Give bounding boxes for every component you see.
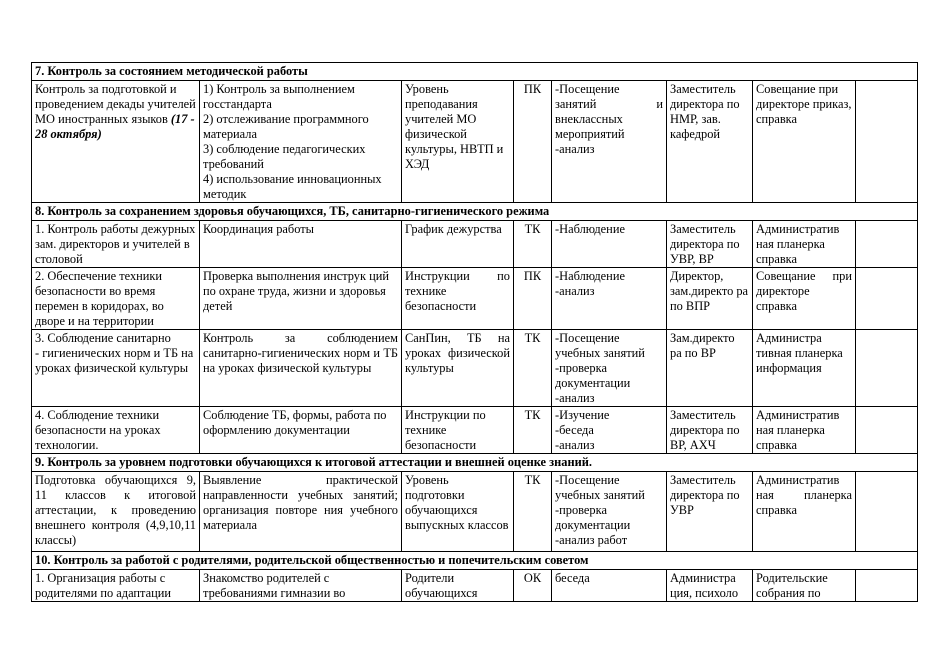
cell-target bbox=[402, 407, 514, 454]
cell-target bbox=[402, 221, 514, 268]
cell-type bbox=[514, 472, 552, 552]
cell-object-text: 3. Соблюдение санитарно - гигиенических норм и ТБ на уроках физической культуры bbox=[35, 331, 194, 375]
cell-type bbox=[514, 221, 552, 268]
cell-result-text: Административ ная планерка справка bbox=[756, 222, 840, 266]
cell-content-text: 1) Контроль за выполнением госстандарта 2) отслеживание программного материала 3) соблюдение педагогических требований 4) использование инновационных методик bbox=[203, 82, 382, 201]
cell-result bbox=[753, 570, 856, 602]
cell-type-text: ТК bbox=[524, 222, 541, 236]
cell-responsible bbox=[667, 268, 753, 330]
cell-responsible-text: Зам.директо ра по ВР bbox=[670, 331, 735, 360]
cell-note bbox=[856, 407, 918, 454]
cell-target bbox=[402, 570, 514, 602]
cell-object bbox=[32, 330, 200, 407]
section-header-row bbox=[32, 203, 918, 221]
cell-note bbox=[856, 221, 918, 268]
cell-object bbox=[32, 221, 200, 268]
cell-type-text: ТК bbox=[524, 473, 541, 487]
cell-object bbox=[32, 407, 200, 454]
control-plan-table bbox=[31, 62, 918, 602]
section-header-row bbox=[32, 63, 918, 81]
cell-responsible-text: Заместитель директора по ВР, АХЧ bbox=[670, 408, 740, 452]
cell-methods-text: -Посещение учебных занятий -проверка документации -анализ bbox=[555, 331, 645, 405]
cell-type-text: ОК bbox=[523, 571, 542, 585]
cell-object-text: 1. Контроль работы дежурных зам. директоров и учителей в столовой bbox=[35, 222, 196, 266]
cell-result-text: Совещание при директоре приказ, справка bbox=[756, 82, 852, 126]
cell-type bbox=[514, 330, 552, 407]
table-row bbox=[32, 81, 918, 203]
cell-result-text: Административ ная планерка справка bbox=[756, 408, 840, 452]
section-title: 10. Контроль за работой с родителями, родительской общественностью и попечительским советом bbox=[32, 552, 918, 570]
cell-result-text: Родительские собрания по bbox=[756, 571, 828, 600]
cell-content bbox=[200, 570, 402, 602]
table-row bbox=[32, 330, 918, 407]
cell-content-text: Соблюдение ТБ, формы, работа по оформлению документации bbox=[203, 408, 387, 437]
section-title: 7. Контроль за состоянием методической работы bbox=[32, 63, 918, 81]
cell-methods-text: -Наблюдение -анализ bbox=[555, 269, 625, 298]
cell-result-text: Совещание при директоре справка bbox=[756, 269, 852, 313]
cell-type-text: ПК bbox=[523, 82, 542, 96]
table-body bbox=[32, 63, 918, 602]
section-header-row bbox=[32, 552, 918, 570]
cell-result bbox=[753, 268, 856, 330]
cell-target-text: Уровень преподавания учителей МО физической культуры, НВТП и ХЭД bbox=[405, 82, 504, 171]
cell-type-text: ТК bbox=[524, 408, 541, 422]
cell-responsible bbox=[667, 330, 753, 407]
cell-object-text: Контроль за подготовкой и проведением декады учителей МО иностранных языков bbox=[35, 82, 196, 126]
cell-object bbox=[32, 570, 200, 602]
cell-content bbox=[200, 330, 402, 407]
cell-methods-text: -Посещение учебных занятий -проверка документации -анализ работ bbox=[555, 473, 645, 547]
cell-type bbox=[514, 268, 552, 330]
cell-type bbox=[514, 570, 552, 602]
cell-responsible bbox=[667, 472, 753, 552]
cell-object-text: 1. Организация работы с родителями по адаптации bbox=[35, 571, 171, 600]
cell-content-text: Координация работы bbox=[203, 222, 314, 236]
cell-object-text: Подготовка обучающихся 9, 11 классов к итоговой аттестации, к проведению внешнего контроля (4,9,10,11 классы) bbox=[35, 473, 196, 547]
cell-type bbox=[514, 81, 552, 203]
cell-content-text: Контроль за соблюдением санитарно-гигиенических норм и ТБ на уроках физической культуры bbox=[203, 331, 398, 375]
cell-object-text: 4. Соблюдение техники безопасности на уроках технологии. bbox=[35, 408, 161, 452]
cell-methods bbox=[552, 81, 667, 203]
cell-target bbox=[402, 472, 514, 552]
cell-content-text: Знакомство родителей с требованиями гимназии во bbox=[203, 571, 346, 600]
cell-note bbox=[856, 330, 918, 407]
cell-result-text: Администра тивная планерка информация bbox=[756, 331, 843, 375]
cell-result bbox=[753, 221, 856, 268]
cell-note bbox=[856, 472, 918, 552]
cell-target-text: Родители обучающихся bbox=[405, 571, 478, 600]
cell-methods bbox=[552, 221, 667, 268]
cell-result bbox=[753, 81, 856, 203]
cell-content bbox=[200, 407, 402, 454]
cell-responsible bbox=[667, 221, 753, 268]
cell-methods-text: -Посещение занятий и внеклассных мероприятий -анализ bbox=[555, 82, 663, 156]
cell-target-text: Инструкции по технике безопасности bbox=[405, 408, 486, 452]
cell-object bbox=[32, 472, 200, 552]
cell-object bbox=[32, 81, 200, 203]
table-row bbox=[32, 407, 918, 454]
cell-object bbox=[32, 268, 200, 330]
cell-content-text: Выявление практической направленности учебных занятий; организация повторе ния учебного материала bbox=[203, 473, 398, 532]
cell-content bbox=[200, 268, 402, 330]
cell-responsible-text: Заместитель директора по УВР, ВР bbox=[670, 222, 740, 266]
cell-methods-text: -Наблюдение bbox=[555, 222, 625, 236]
control-plan-page bbox=[31, 62, 917, 602]
cell-responsible bbox=[667, 407, 753, 454]
cell-responsible bbox=[667, 570, 753, 602]
cell-target-text: СанПин, ТБ на уроках физической культуры bbox=[405, 331, 510, 375]
cell-methods-text: беседа bbox=[555, 571, 590, 585]
cell-target bbox=[402, 330, 514, 407]
cell-target-text: Уровень подготовки обучающихся выпускных классов bbox=[405, 473, 509, 532]
cell-responsible-text: Директор, зам.директо ра по ВПР bbox=[670, 269, 749, 313]
cell-content bbox=[200, 81, 402, 203]
cell-responsible-text: Заместитель директора по НМР, зав. кафедрой bbox=[670, 82, 740, 141]
cell-result-text: Административ ная планерка справка bbox=[756, 473, 852, 517]
cell-methods bbox=[552, 472, 667, 552]
cell-content bbox=[200, 472, 402, 552]
cell-responsible-text: Администра ция, психоло bbox=[670, 571, 739, 600]
cell-result bbox=[753, 407, 856, 454]
cell-type-text: ПК bbox=[523, 269, 542, 283]
cell-target-text: Инструкции по технике безопасности bbox=[405, 269, 510, 313]
table-row bbox=[32, 472, 918, 552]
cell-methods bbox=[552, 330, 667, 407]
table-row bbox=[32, 570, 918, 602]
cell-target bbox=[402, 81, 514, 203]
section-title: 9. Контроль за уровнем подготовки обучающихся к итоговой аттестации и внешней оценке знаний. bbox=[32, 454, 918, 472]
cell-responsible bbox=[667, 81, 753, 203]
cell-type-text: ТК bbox=[524, 331, 541, 345]
cell-methods bbox=[552, 268, 667, 330]
cell-object-dates: (17 - 28 октября) bbox=[35, 112, 195, 141]
cell-target-text: График дежурства bbox=[405, 222, 502, 236]
section-title: 8. Контроль за сохранением здоровья обучающихся, ТБ, санитарно-гигиенического режима bbox=[32, 203, 918, 221]
cell-type bbox=[514, 407, 552, 454]
section-header-row bbox=[32, 454, 918, 472]
cell-result bbox=[753, 330, 856, 407]
cell-responsible-text: Заместитель директора по УВР bbox=[670, 473, 740, 517]
table-row bbox=[32, 221, 918, 268]
cell-result bbox=[753, 472, 856, 552]
cell-content bbox=[200, 221, 402, 268]
cell-note bbox=[856, 570, 918, 602]
cell-target bbox=[402, 268, 514, 330]
cell-note bbox=[856, 268, 918, 330]
cell-methods bbox=[552, 570, 667, 602]
cell-methods bbox=[552, 407, 667, 454]
cell-object-text: 2. Обеспечение техники безопасности во время перемен в коридорах, во дворе и на территории bbox=[35, 269, 164, 328]
cell-note bbox=[856, 81, 918, 203]
cell-content-text: Проверка выполнения инструк ций по охране труда, жизни и здоровья детей bbox=[203, 269, 390, 313]
table-row bbox=[32, 268, 918, 330]
cell-methods-text: -Изучение -беседа -анализ bbox=[555, 408, 610, 452]
